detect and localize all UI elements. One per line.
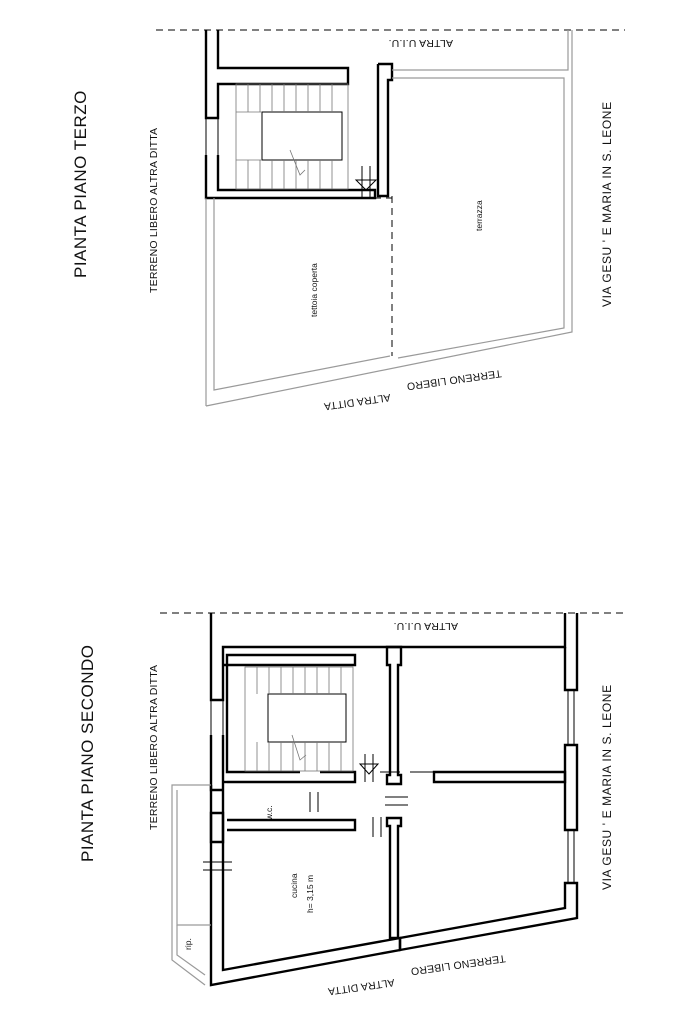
second-stairs bbox=[245, 667, 353, 771]
second-south-label-b: TERRENO LIBERO bbox=[409, 952, 507, 978]
third-floor-plan bbox=[71, 30, 625, 412]
second-outer-walls bbox=[211, 613, 577, 985]
second-kitchen-height-label: h= 3,15 m bbox=[305, 874, 315, 913]
second-north-label: ALTRA U.I.U. bbox=[393, 620, 458, 632]
third-stairs bbox=[236, 84, 348, 189]
third-floor-title: PIANTA PIANO TERZO bbox=[71, 90, 90, 278]
second-interior-walls bbox=[211, 647, 565, 938]
second-kitchen-label: cucina bbox=[289, 873, 299, 898]
second-south-label-a: ALTRA DITTA bbox=[327, 976, 396, 998]
third-west-label: TERRENO LIBERO ALTRA DITTA bbox=[148, 127, 160, 293]
second-wc-label: w.c. bbox=[264, 805, 274, 820]
third-stair-door bbox=[356, 166, 376, 198]
second-storage-annex bbox=[172, 785, 211, 985]
third-covered-area-label: tettoia coperta bbox=[309, 263, 319, 317]
third-terrace-label: terrazza bbox=[474, 200, 484, 231]
second-storage-label: rip. bbox=[183, 938, 193, 950]
third-south-label-a: ALTRA DITTA bbox=[323, 391, 392, 413]
third-south-label-b: TERRENO LIBERO bbox=[405, 367, 503, 393]
second-west-label: TERRENO LIBERO ALTRA DITTA bbox=[148, 664, 160, 830]
second-floor-title: PIANTA PIANO SECONDO bbox=[78, 644, 97, 862]
second-street-label: VIA GESU ' E MARIA IN S. LEONE bbox=[600, 684, 614, 890]
third-north-label: ALTRA U.I.U. bbox=[388, 37, 453, 49]
third-street-label: VIA GESU ' E MARIA IN S. LEONE bbox=[600, 101, 614, 307]
second-stairwell-walls bbox=[223, 655, 355, 782]
second-floor-plan bbox=[78, 613, 627, 997]
